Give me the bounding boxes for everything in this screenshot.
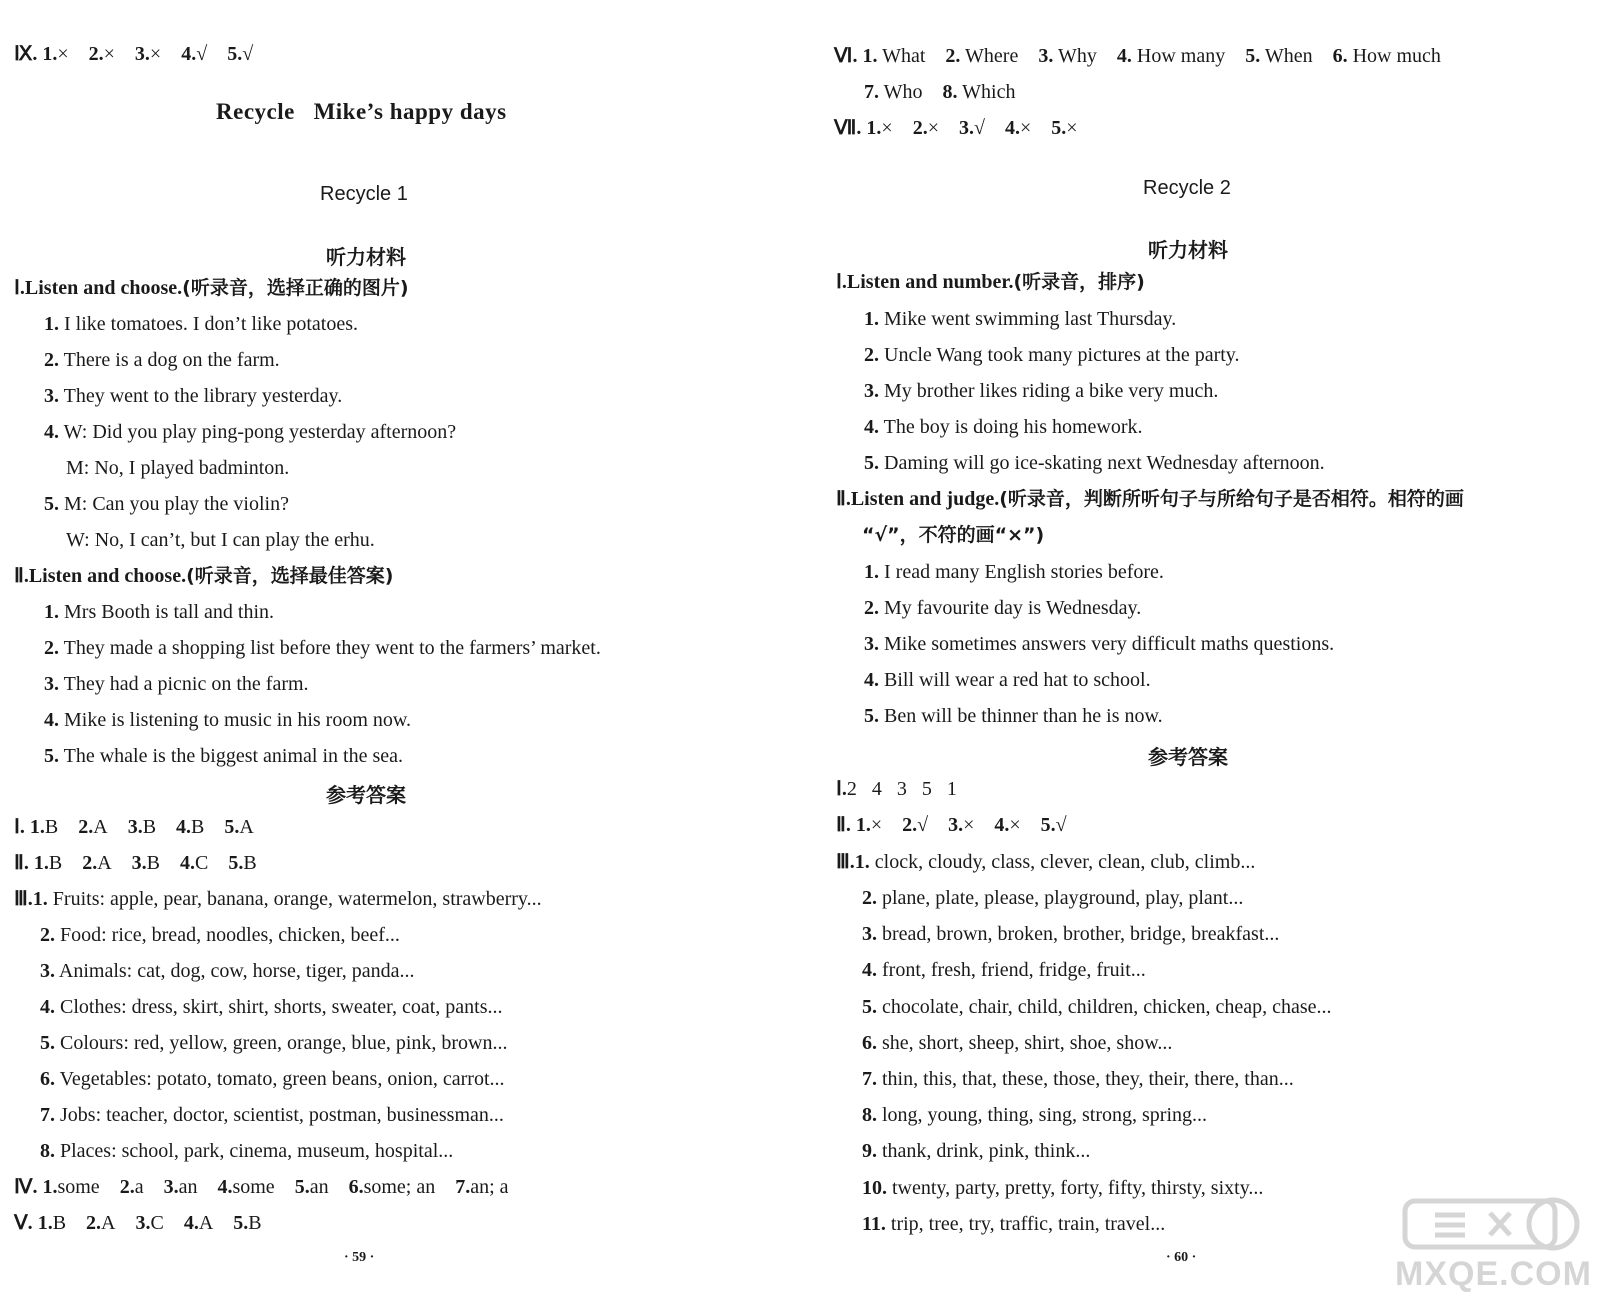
list-item: 3. Animals: cat, dog, cow, horse, tiger, panda... [40,960,415,982]
answers-heading: 参考答案 [1148,745,1228,769]
listening-heading: 听力材料 [326,245,406,269]
list-item: W: No, I can’t, but I can play the erhu. [66,529,375,551]
answer-row: Ⅳ. 1.some 2.a 3.an 4.some 5.an 6.some; an 7.an; a [14,1176,509,1198]
list-item: 8. Places: school, park, cinema, museum, hospital... [40,1140,454,1162]
watermark-badge-icon [1395,1195,1590,1255]
list-item: 11. trip, tree, try, traffic, train, travel... [862,1213,1166,1235]
list-item: 3. They went to the library yesterday. [44,385,343,407]
answer-items: 1.× 2.× 3.× 4.√ 5.√ [42,43,254,65]
list-item: 10. twenty, party, pretty, forty, fifty, thirsty, sixty... [862,1177,1264,1199]
list-item: 5. Colours: red, yellow, green, orange, blue, pink, brown... [40,1032,508,1054]
list-item: 3. My brother likes riding a bike very much. [864,380,1219,402]
list-item: 8. long, young, thing, sing, strong, spring... [862,1104,1208,1126]
list-item: 3. bread, brown, broken, brother, bridge, breakfast... [862,923,1280,945]
list-item: 5. The whale is the biggest animal in the sea. [44,745,403,767]
answer-row: Ⅰ.2 4 3 5 1 [836,778,957,800]
list-item: 6. she, short, sheep, shirt, shoe, show... [862,1032,1173,1054]
question-heading-cont: “√”，不符的画“×”) [862,524,1045,546]
answer-row: Ⅰ. 1.B 2.A 3.B 4.B 5.A [14,816,254,838]
question-heading: Ⅱ.Listen and choose.(听录音，选择最佳答案) [14,565,394,587]
list-item: 5. Ben will be thinner than he is now. [864,705,1163,727]
answer-row: Ⅱ. 1.B 2.A 3.B 4.C 5.B [14,852,257,874]
answer-row-vi-cont: 7. Who 8. Which [864,81,1016,103]
answers-heading: 参考答案 [326,783,406,807]
listening-heading: 听力材料 [1148,238,1228,262]
list-item: 1. Mrs Booth is tall and thin. [44,601,274,623]
page-number: · 60 · [1166,1250,1197,1265]
list-item: 3. They had a picnic on the farm. [44,673,309,695]
answer-row-vi: Ⅵ. 1. What 2. Where 3. Why 4. How many 5. When 6. How much [834,45,1441,67]
answer-row: Ⅱ. 1.× 2.√ 3.× 4.× 5.√ [836,814,1067,836]
list-item: 1. I like tomatoes. I don’t like potatoes. [44,313,359,335]
answer-row-ix: Ⅸ. 1.× 2.× 3.× 4.√ 5.√ [14,43,254,65]
page-number: · 59 · [344,1250,375,1265]
unit-title: Recycle Mike’s happy days [216,99,507,124]
question-heading: Ⅰ.Listen and number.(听录音，排序) [836,271,1145,293]
answer-row: Ⅲ.1. clock, cloudy, class, clever, clean, club, climb... [836,851,1256,873]
list-item: 3. Mike sometimes answers very difficult maths questions. [864,633,1335,655]
list-item: 4. The boy is doing his homework. [864,416,1143,438]
answer-row: Ⅴ. 1.B 2.A 3.C 4.A 5.B [14,1212,262,1234]
section-subtitle: Recycle 2 [1143,177,1231,199]
answer-row: Ⅲ.1. Fruits: apple, pear, banana, orange, watermelon, strawberry... [14,888,542,910]
list-item: 2. There is a dog on the farm. [44,349,280,371]
list-item: 5. M: Can you play the violin? [44,493,289,515]
list-item: M: No, I played badminton. [66,457,290,479]
list-item: 2. plane, plate, please, playground, play, plant... [862,887,1244,909]
list-item: 2. My favourite day is Wednesday. [864,597,1142,619]
list-item: 2. They made a shopping list before they went to the farmers’ market. [44,637,601,659]
watermark-logo [1395,1195,1590,1305]
list-item: 5. Daming will go ice-skating next Wednesday afternoon. [864,452,1325,474]
list-item: 1. Mike went swimming last Thursday. [864,308,1177,330]
question-heading: Ⅰ.Listen and choose.(听录音，选择正确的图片) [14,277,409,299]
section-subtitle: Recycle 1 [320,183,408,205]
list-item: 2. Food: rice, bread, noodles, chicken, beef... [40,924,400,946]
list-item: 4. Clothes: dress, skirt, shirt, shorts, sweater, coat, pants... [40,996,503,1018]
list-item: 4. W: Did you play ping-pong yesterday afternoon? [44,421,457,443]
list-item: 4. Bill will wear a red hat to school. [864,669,1151,691]
list-item: 1. I read many English stories before. [864,561,1164,583]
list-item: 6. Vegetables: potato, tomato, green beans, onion, carrot... [40,1068,505,1090]
list-item: 7. thin, this, that, these, those, they, their, there, than... [862,1068,1294,1090]
list-item: 9. thank, drink, pink, think... [862,1140,1091,1162]
list-item: 7. Jobs: teacher, doctor, scientist, postman, businessman... [40,1104,504,1126]
list-item: 4. front, fresh, friend, fridge, fruit... [862,959,1146,981]
list-item: 5. chocolate, chair, child, children, chicken, cheap, chase... [862,996,1332,1018]
list-item: 4. Mike is listening to music in his room now. [44,709,412,731]
watermark-text: MXQE.COM [1395,1255,1592,1293]
list-item: 2. Uncle Wang took many pictures at the party. [864,344,1240,366]
answer-row-vii: Ⅶ. 1.× 2.× 3.√ 4.× 5.× [834,117,1078,139]
question-heading: Ⅱ.Listen and judge.(听录音，判断所听句子与所给句子是否相符。相符的画 [836,488,1464,510]
